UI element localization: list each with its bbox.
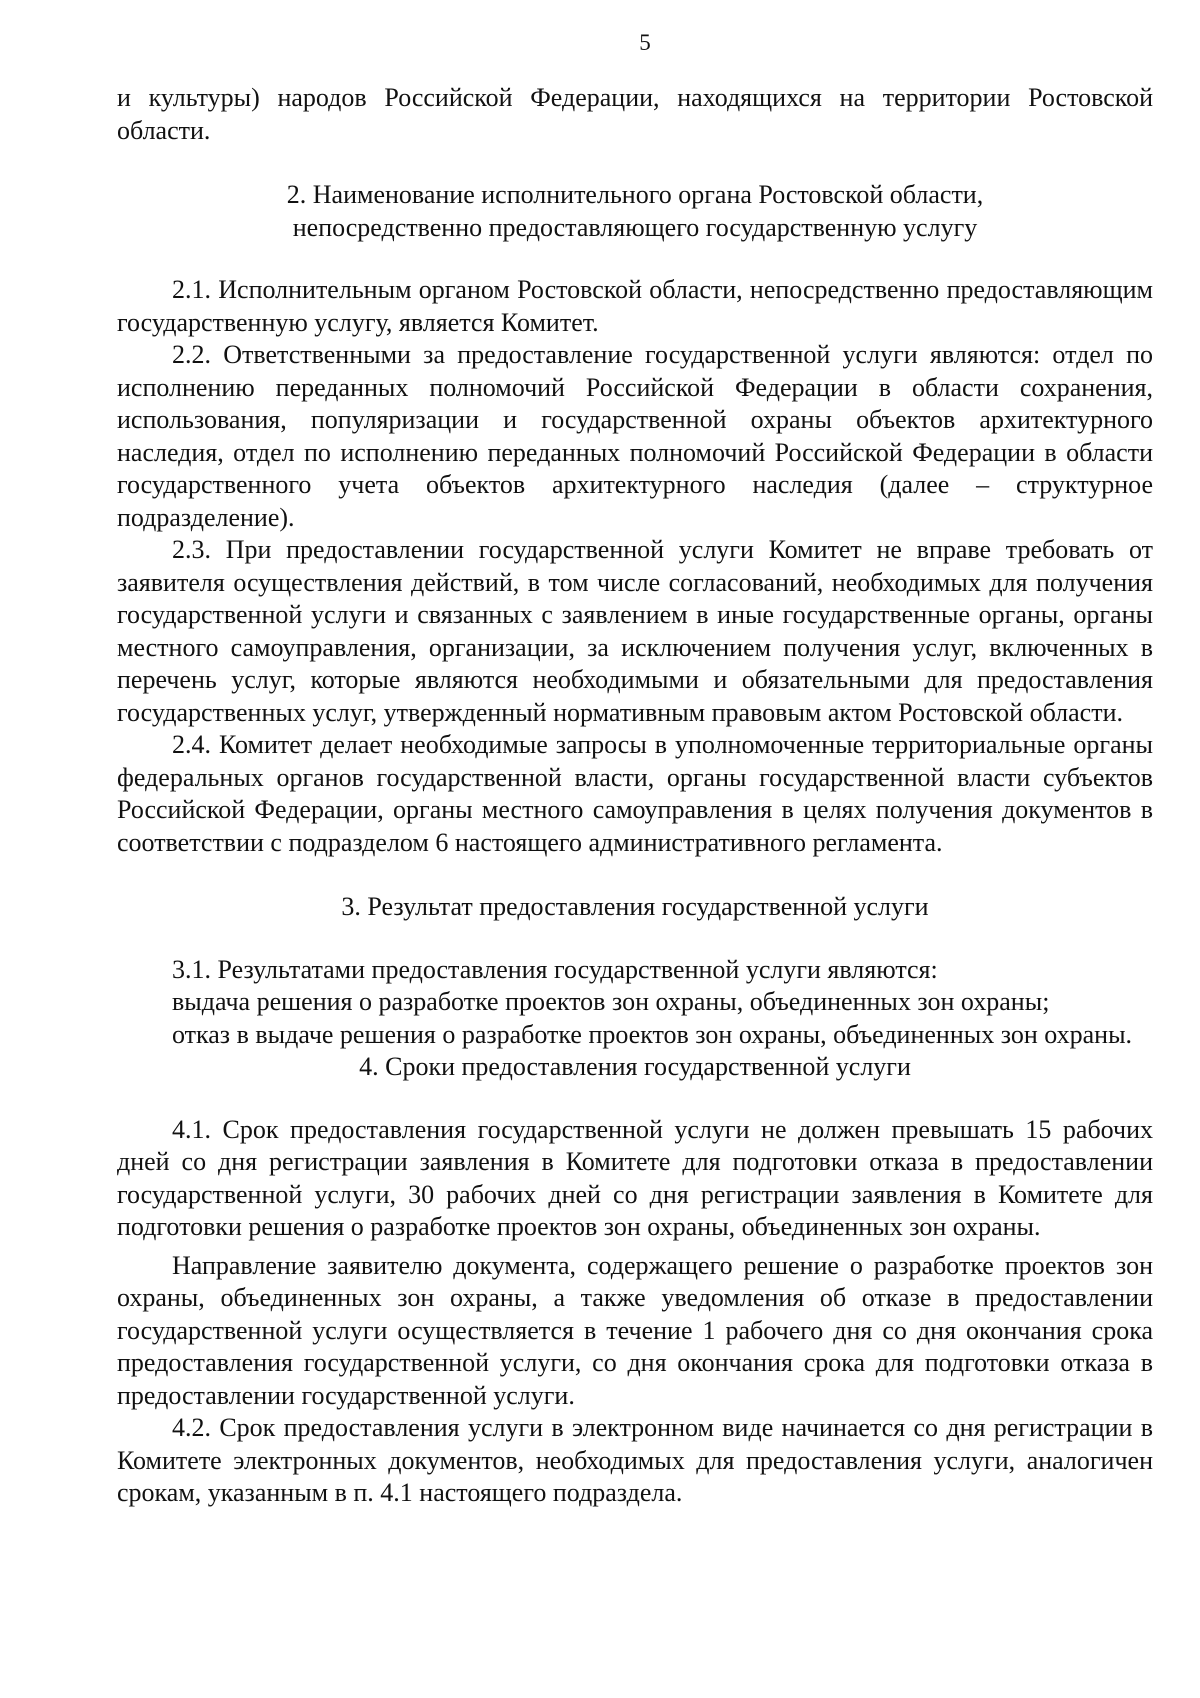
page-number: 5: [639, 30, 651, 55]
section-3-heading: 3. Результат предоставления государственной услуги: [341, 892, 929, 921]
document-page: [117, 28, 1153, 1510]
paragraph-2-2: 2.2. Ответственными за предоставление государственной услуги являются: отдел по исполнению переданных полномочий Российской Федерации в области сохранения, использования, популяризации и государственной охраны объектов архитектурного наследия, отдел по исполнению переданных полномочий Российской Федерации в области государственного учета объектов архитектурного наследия (далее – структурное подразделение).: [117, 340, 1153, 532]
paragraph-4-1-notice: Направление заявителю документа, содержащего решение о разработке проектов зон охраны, объединенных зон охраны, а также уведомления об отказе в предоставлении государственной услуги осуществляется в течение 1 рабочего дня со дня окончания срока предоставления государственной услуги, со дня окончания срока для подготовки отказа в предоставлении государственной услуги.: [117, 1250, 1153, 1410]
intro-paragraph: и культуры) народов Российской Федерации, находящихся на территории Ростовской области.: [117, 83, 1153, 145]
paragraph-2-4: 2.4. Комитет делает необходимые запросы в уполномоченные территориальные органы федеральных органов государственной власти, органы государственной власти субъектов Российской Федерации, органы местного самоуправления в целях получения документов в соответствии с подразделом 6 настоящего административного регламента.: [117, 730, 1153, 857]
paragraph-2-1: 2.1. Исполнительным органом Ростовской области, непосредственно предоставляющим государственную услугу, является Комитет.: [117, 275, 1153, 337]
paragraph-3-result-1: выдача решения о разработке проектов зон охраны, объединенных зон охраны;: [172, 987, 1050, 1016]
paragraph-3-1: 3.1. Результатами предоставления государственной услуги являются:: [172, 954, 938, 984]
section-2-heading-line-2: непосредственно предоставляющего государственную услугу: [292, 212, 978, 242]
paragraph-3-result-2: отказ в выдаче решения о разработке проектов зон охраны, объединенных зон охраны.: [172, 1019, 1133, 1049]
section-2-heading-line-1: 2. Наименование исполнительного органа Ростовской области,: [286, 180, 984, 209]
section-4-heading: 4. Сроки предоставления государственной услуги: [359, 1052, 911, 1081]
section-2-heading: [117, 179, 1153, 244]
paragraph-2-3: 2.3. При предоставлении государственной услуги Комитет не вправе требовать от заявителя осуществления действий, в том числе согласований, необходимых для получения государственной услуги и связанных с заявлением в иные государственные органы, органы местного самоуправления, организации, за исключением получения услуг, включенных в перечень услуг, которые являются необходимыми и обязательными для предоставления государственных услуг, утвержденный нормативным правовым актом Ростовской области.: [117, 535, 1153, 727]
paragraph-4-2: 4.2. Срок предоставления услуги в электронном виде начинается со дня регистрации в Комитете электронных документов, необходимых для предоставления услуги, аналогичен срокам, указанным в п. 4.1 настоящего подраздела.: [117, 1413, 1153, 1507]
paragraph-4-1: 4.1. Срок предоставления государственной услуги не должен превышать 15 рабочих дней со дня регистрации заявления в Комитете для подготовки отказа в предоставлении государственной услуги, 30 рабочих дней со дня регистрации заявления в Комитете для подготовки решения о разработке проектов зон охраны, объединенных зон охраны.: [117, 1114, 1153, 1241]
